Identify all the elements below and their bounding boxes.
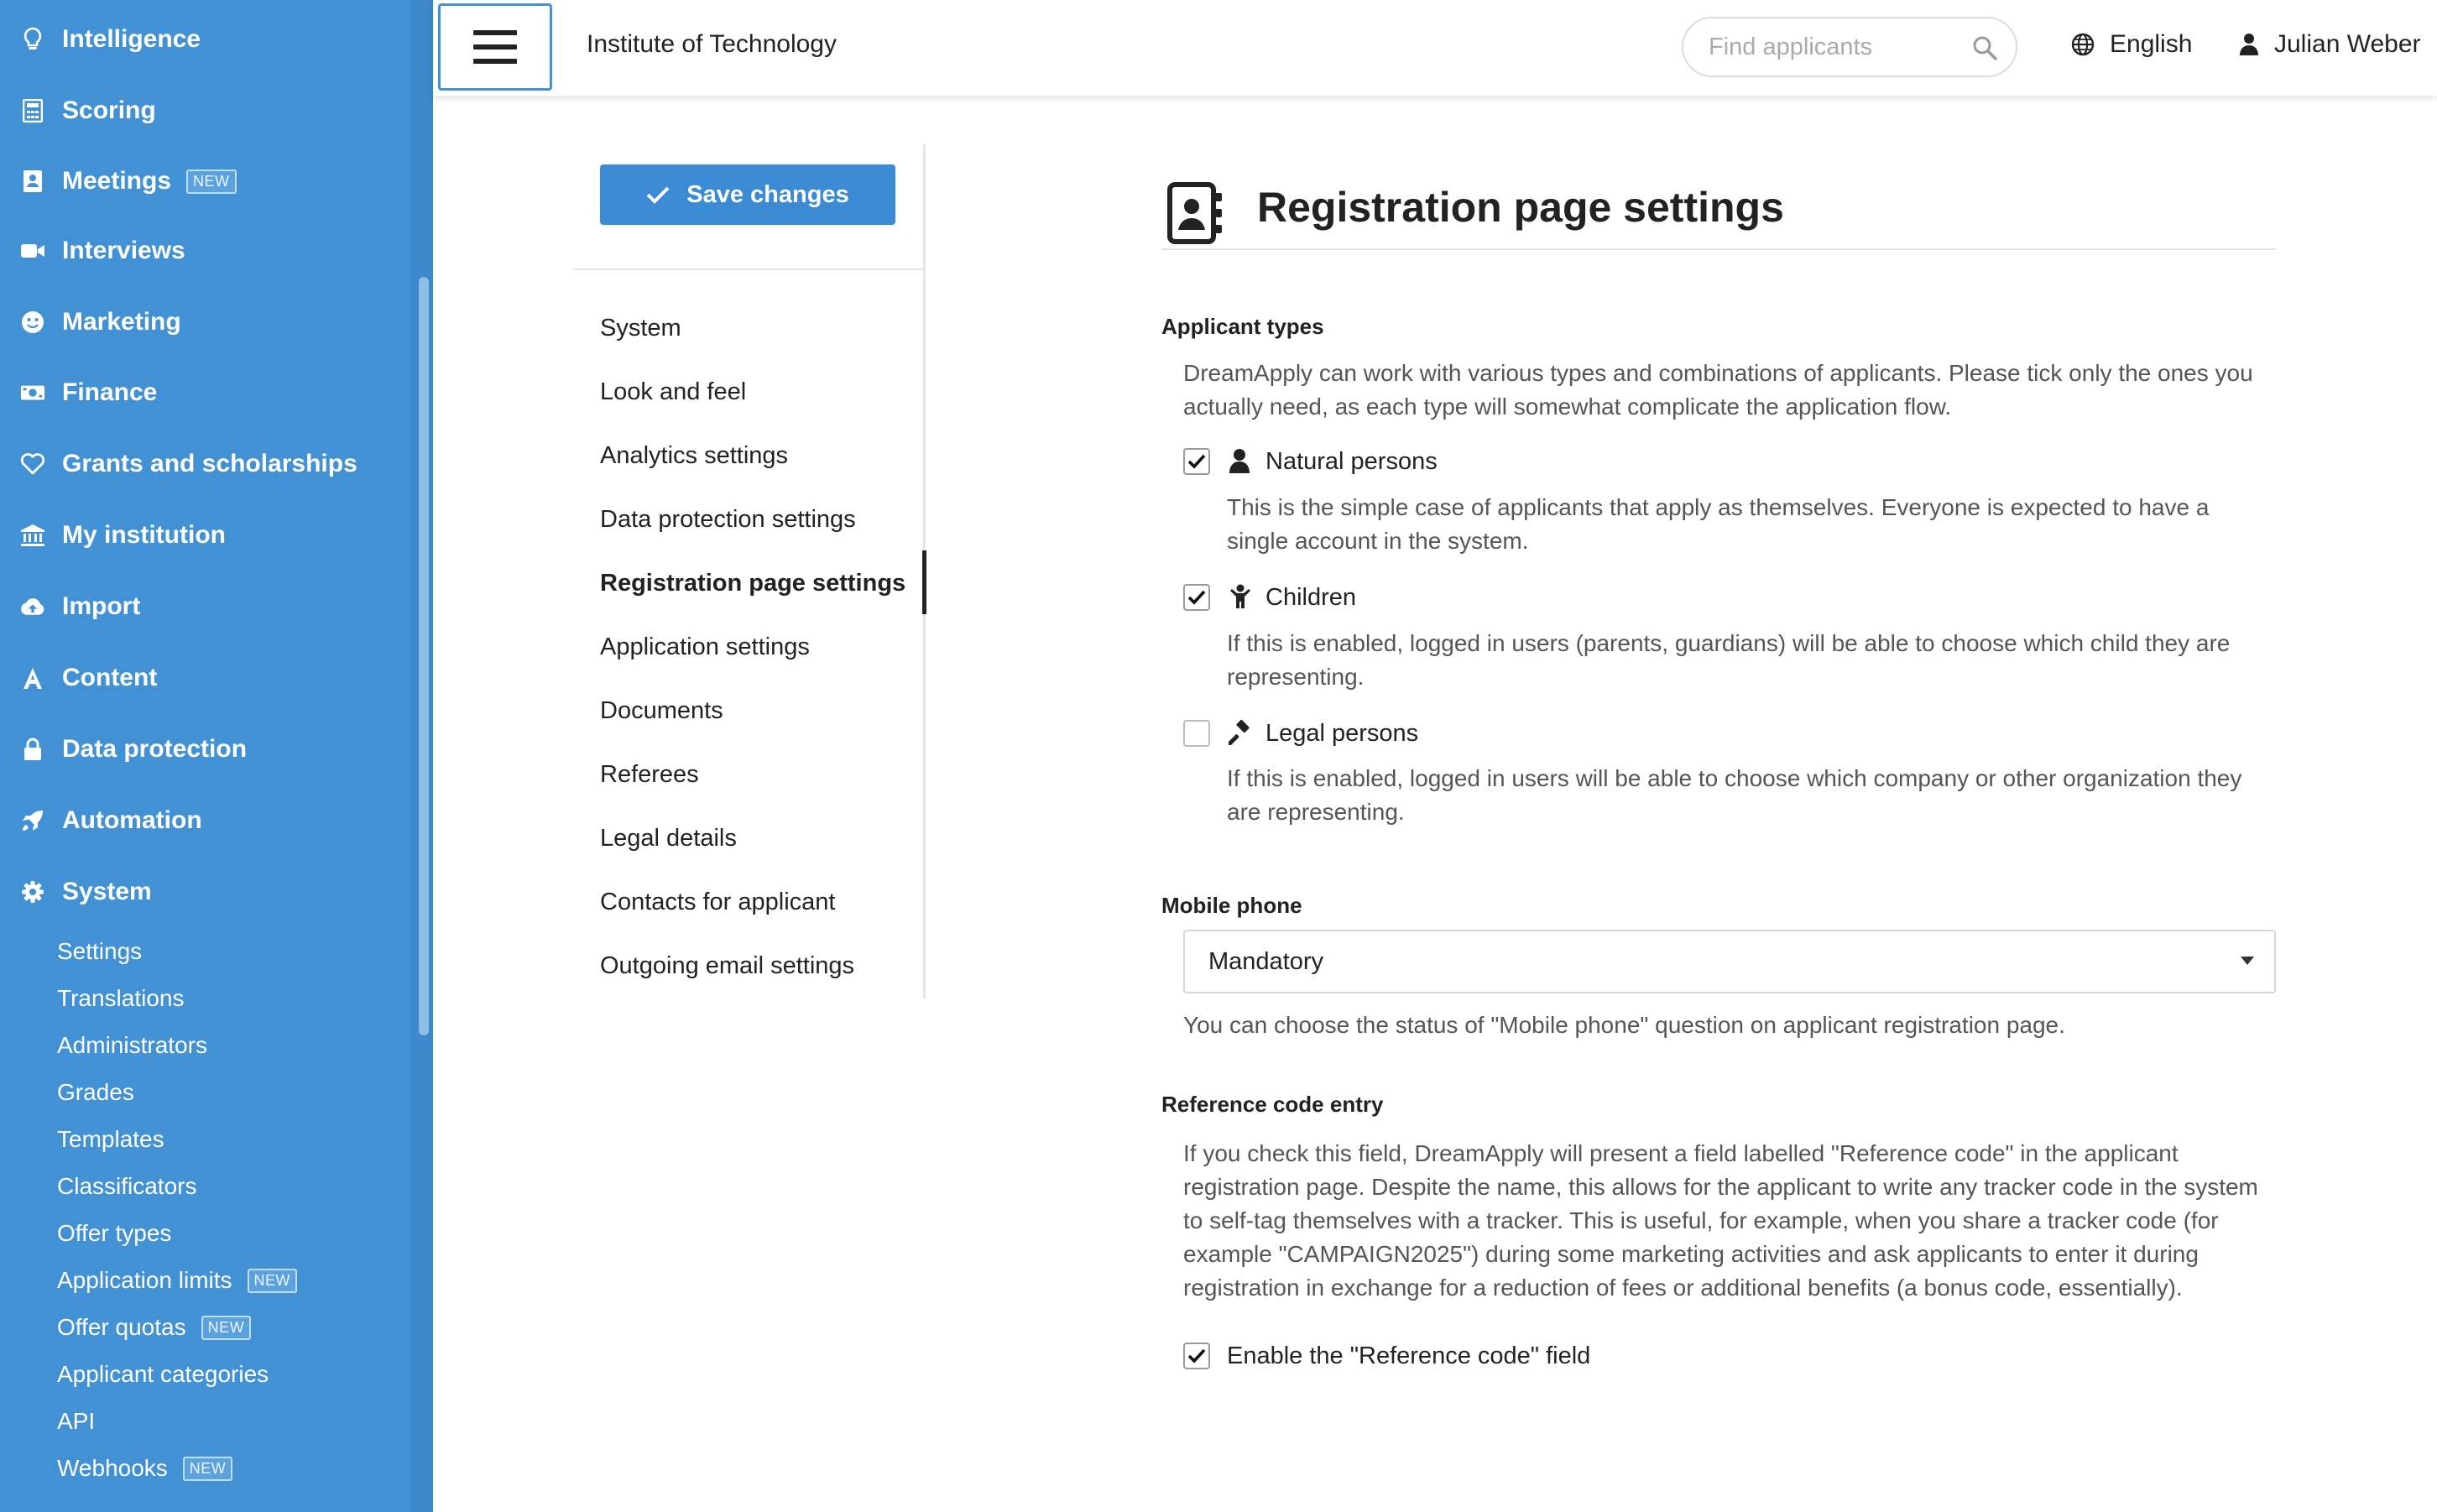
sidebar-item-label: System	[62, 878, 152, 905]
reference-code-label: Reference code entry	[1161, 1092, 1384, 1117]
reference-code-checkbox-label[interactable]: Enable the "Reference code" field	[1227, 1343, 1591, 1369]
settings-link-legal-details[interactable]: Legal details	[600, 824, 737, 852]
children-label[interactable]: Children	[1265, 584, 1356, 611]
sidebar-item-content[interactable]	[0, 651, 403, 705]
sidebar-item-import[interactable]	[0, 580, 403, 633]
user-name: Julian Weber	[2274, 30, 2421, 58]
sidebar-subitem-application-limits[interactable]	[57, 1260, 297, 1301]
new-badge: NEW	[248, 1269, 298, 1293]
rocket-icon	[20, 808, 45, 833]
new-badge: NEW	[183, 1457, 233, 1481]
mobile-phone-select[interactable]	[1183, 930, 2276, 993]
user-icon	[2239, 33, 2259, 56]
mobile-phone-label: Mobile phone	[1161, 893, 1302, 918]
sidebar-item-interviews[interactable]	[0, 224, 403, 278]
applicant-types-label: Applicant types	[1161, 314, 1324, 339]
settings-link-contacts[interactable]: Contacts for applicant	[600, 888, 836, 915]
reference-code-checkbox[interactable]	[1183, 1343, 1210, 1369]
heart-icon	[20, 451, 45, 477]
checkmark-icon	[1187, 1348, 1206, 1363]
calculator-icon	[20, 98, 45, 123]
checkmark-icon	[1187, 454, 1206, 469]
sidebar-subitem-label: Application limits	[57, 1267, 232, 1293]
settings-link-system[interactable]: System	[600, 314, 681, 342]
checkmark-icon	[1187, 590, 1206, 605]
children-help: If this is enabled, logged in users (parents, guardians) will be able to choose which child they are representing.	[1227, 630, 2231, 690]
person-icon	[1229, 448, 1250, 473]
natural-persons-label[interactable]: Natural persons	[1265, 448, 1438, 475]
gear-icon	[20, 879, 45, 905]
sidebar-item-grants[interactable]	[0, 437, 403, 491]
mobile-phone-help: You can choose the status of "Mobile phone" question on applicant registration page.	[1183, 1012, 2065, 1038]
address-book-icon	[1165, 181, 1225, 245]
sidebar-item-my-institution[interactable]	[0, 508, 403, 562]
new-badge: NEW	[186, 169, 237, 194]
language-switcher[interactable]	[2071, 30, 2192, 59]
save-changes-label: Save changes	[686, 180, 849, 208]
sidebar-subitem-label: Templates	[57, 1126, 164, 1152]
settings-link-look-and-feel[interactable]: Look and feel	[600, 378, 747, 405]
sidebar-subitem-label: Translations	[57, 985, 185, 1011]
legal-persons-checkbox[interactable]	[1183, 720, 1210, 747]
hamburger-menu-button[interactable]	[438, 3, 552, 91]
sidebar-subitem-api[interactable]	[57, 1401, 95, 1442]
institute-name: Institute of Technology	[587, 30, 837, 58]
page-title: Registration page settings	[1257, 184, 1784, 231]
reference-code-help: If you check this field, DreamApply will present a field labelled "Reference code" in the applicant registration page. Despite the name, this allows for the applicant to write any tracker code in the system to self-tag themselves with a tracker. This is useful, for example, when you share a tracker code (for example "CAMPAIGN2025") during some marketing activities and ask applicants to enter it during registration in exchange for a reduction of fees or additional benefits (a bonus code, essentially).	[1183, 1140, 2258, 1301]
letter-a-icon	[20, 665, 45, 691]
search-input[interactable]	[1707, 33, 1959, 62]
sidebar-subitem-label: API	[57, 1408, 96, 1434]
language-label: English	[2110, 30, 2193, 58]
sidebar-subitem-label: Grades	[57, 1079, 134, 1105]
contact-book-icon	[20, 169, 45, 194]
sidebar-subitem-classificators[interactable]	[57, 1166, 196, 1207]
save-changes-button[interactable]	[600, 164, 895, 225]
search-icon[interactable]	[1972, 35, 1997, 60]
top-header	[433, 0, 2437, 96]
lock-icon	[20, 737, 45, 762]
sidebar-subitem-translations[interactable]	[57, 978, 184, 1019]
applicant-search	[1682, 17, 2017, 77]
mobile-phone-select-value: Mandatory	[1208, 947, 1324, 975]
applicant-types-help: DreamApply can work with various types and combinations of applicants. Please tick only the ones you actually need, as each type will somewhat complicate the application flow.	[1183, 360, 2253, 420]
sidebar-subitem-label: Administrators	[57, 1032, 207, 1058]
smiley-icon	[20, 310, 45, 335]
sidebar-item-label: Content	[62, 664, 158, 691]
sidebar-item-marketing[interactable]	[0, 295, 403, 349]
sidebar-item-label: Marketing	[62, 308, 181, 336]
sidebar-subitem-offer-quotas[interactable]	[57, 1307, 251, 1348]
sidebar-subitem-applicant-categories[interactable]	[57, 1354, 269, 1395]
video-camera-icon	[20, 238, 45, 263]
sidebar-item-label: Meetings	[62, 167, 172, 195]
sidebar-subitem-webhooks[interactable]	[57, 1448, 232, 1489]
sidebar-item-finance[interactable]	[0, 366, 403, 420]
settings-link-documents[interactable]: Documents	[600, 696, 723, 724]
institution-icon	[20, 523, 45, 548]
sidebar-item-label: Intelligence	[62, 25, 201, 53]
legal-persons-help: If this is enabled, logged in users will be able to choose which company or other organization they are representing.	[1227, 765, 2242, 825]
sidebar-item-label: Interviews	[62, 237, 185, 264]
banknote-icon	[20, 380, 45, 405]
sidebar-item-system[interactable]	[0, 865, 403, 919]
children-checkbox[interactable]	[1183, 584, 1210, 611]
sidebar-item-label: Automation	[62, 806, 202, 834]
lightbulb-icon	[20, 27, 45, 52]
sidebar-item-label: Import	[62, 592, 141, 620]
heading-divider	[1161, 248, 2276, 250]
sidebar-item-intelligence[interactable]	[0, 13, 403, 66]
sidebar-subitem-label: Applicant categories	[57, 1361, 269, 1387]
sidebar-subitem-label: Offer types	[57, 1220, 172, 1246]
gavel-icon	[1229, 720, 1254, 745]
sidebar-subitem-settings[interactable]	[57, 931, 142, 972]
user-menu[interactable]	[2239, 30, 2421, 59]
globe-icon	[2071, 33, 2095, 56]
settings-nav-active-indicator	[922, 550, 926, 614]
sidebar-subitem-templates[interactable]	[57, 1119, 164, 1160]
child-icon	[1230, 584, 1250, 609]
sidebar-item-label: Data protection	[62, 735, 248, 763]
sidebar-item-automation[interactable]	[0, 794, 403, 847]
sidebar-item-scoring[interactable]	[0, 84, 403, 138]
sidebar-subitem-label: Webhooks	[57, 1455, 168, 1481]
settings-link-data-protection[interactable]: Data protection settings	[600, 505, 856, 533]
settings-link-referees[interactable]: Referees	[600, 760, 699, 788]
settings-link-analytics[interactable]: Analytics settings	[600, 441, 789, 469]
sidebar-item-meetings[interactable]	[0, 154, 403, 208]
sidebar-subitem-label: Settings	[57, 938, 143, 964]
sidebar-scrollbar-thumb[interactable]	[419, 277, 429, 1035]
legal-persons-label[interactable]: Legal persons	[1265, 720, 1419, 747]
checkmark-icon	[646, 185, 670, 204]
cloud-upload-icon	[20, 594, 45, 619]
sidebar-subitem-label: Classificators	[57, 1173, 197, 1199]
settings-link-registration-page[interactable]: Registration page settings	[600, 569, 906, 597]
divider	[573, 269, 924, 270]
sidebar-item-label: Scoring	[62, 96, 156, 124]
natural-persons-help: This is the simple case of applicants that apply as themselves. Everyone is expected to have a single account in the system.	[1227, 494, 2210, 554]
caret-down-icon	[2241, 957, 2254, 965]
sidebar-subitem-label: Offer quotas	[57, 1314, 186, 1340]
sidebar-item-label: Grants and scholarships	[62, 450, 357, 477]
settings-link-application[interactable]: Application settings	[600, 633, 810, 660]
settings-link-outgoing-email[interactable]: Outgoing email settings	[600, 952, 855, 979]
sidebar-subitem-administrators[interactable]	[57, 1025, 207, 1066]
sidebar-subitem-grades[interactable]	[57, 1072, 134, 1113]
sidebar-item-label: My institution	[62, 521, 226, 549]
new-badge: NEW	[201, 1316, 252, 1340]
sidebar-subitem-offer-types[interactable]	[57, 1213, 171, 1254]
sidebar-item-label: Finance	[62, 378, 158, 406]
hamburger-icon	[473, 29, 517, 65]
sidebar	[0, 0, 433, 1512]
sidebar-item-data-protection[interactable]	[0, 722, 403, 776]
natural-persons-checkbox[interactable]	[1183, 448, 1210, 475]
